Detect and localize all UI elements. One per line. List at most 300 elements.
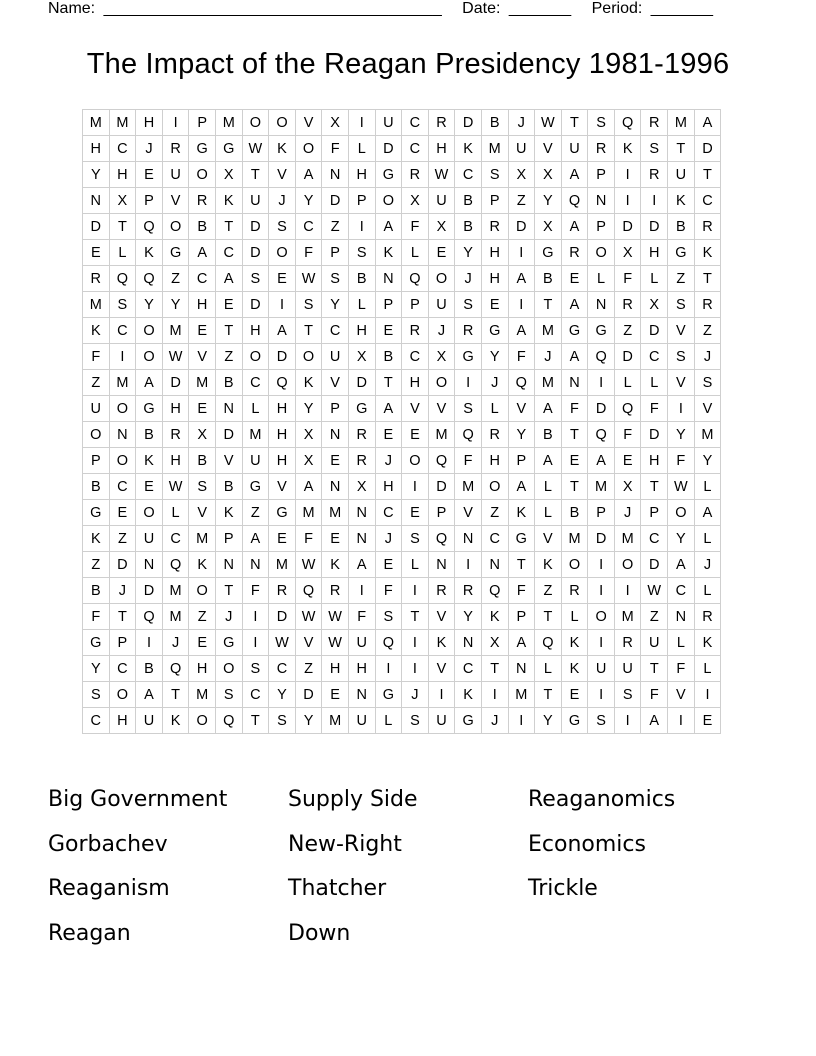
- grid-letter[interactable]: Q: [162, 552, 189, 578]
- grid-letter[interactable]: H: [189, 292, 216, 318]
- grid-letter[interactable]: R: [694, 214, 721, 240]
- grid-letter[interactable]: I: [641, 188, 668, 214]
- grid-letter[interactable]: D: [322, 188, 349, 214]
- grid-letter[interactable]: I: [136, 630, 163, 656]
- grid-letter[interactable]: B: [455, 188, 482, 214]
- grid-letter[interactable]: M: [694, 422, 721, 448]
- grid-letter[interactable]: G: [455, 708, 482, 734]
- grid-letter[interactable]: X: [428, 214, 455, 240]
- grid-letter[interactable]: I: [242, 604, 269, 630]
- grid-letter[interactable]: V: [428, 656, 455, 682]
- grid-letter[interactable]: Y: [508, 422, 535, 448]
- grid-letter[interactable]: Z: [535, 578, 562, 604]
- grid-letter[interactable]: Y: [668, 526, 695, 552]
- grid-letter[interactable]: K: [215, 500, 242, 526]
- grid-letter[interactable]: I: [348, 578, 375, 604]
- grid-letter[interactable]: A: [189, 240, 216, 266]
- grid-letter[interactable]: L: [694, 526, 721, 552]
- grid-letter[interactable]: L: [348, 136, 375, 162]
- grid-letter[interactable]: J: [694, 552, 721, 578]
- grid-letter[interactable]: A: [375, 396, 402, 422]
- grid-letter[interactable]: I: [588, 682, 615, 708]
- grid-letter[interactable]: R: [162, 136, 189, 162]
- grid-letter[interactable]: N: [428, 552, 455, 578]
- grid-letter[interactable]: Y: [295, 396, 322, 422]
- grid-letter[interactable]: N: [322, 422, 349, 448]
- grid-letter[interactable]: E: [428, 240, 455, 266]
- grid-letter[interactable]: N: [242, 552, 269, 578]
- grid-letter[interactable]: B: [215, 370, 242, 396]
- grid-letter[interactable]: A: [694, 110, 721, 136]
- grid-letter[interactable]: I: [402, 630, 429, 656]
- grid-letter[interactable]: V: [269, 162, 296, 188]
- grid-letter[interactable]: A: [269, 318, 296, 344]
- grid-letter[interactable]: U: [348, 630, 375, 656]
- grid-letter[interactable]: S: [348, 240, 375, 266]
- grid-letter[interactable]: M: [189, 526, 216, 552]
- grid-letter[interactable]: O: [402, 448, 429, 474]
- grid-letter[interactable]: V: [402, 396, 429, 422]
- grid-letter[interactable]: R: [481, 214, 508, 240]
- grid-letter[interactable]: A: [348, 552, 375, 578]
- grid-letter[interactable]: I: [588, 630, 615, 656]
- grid-letter[interactable]: J: [136, 136, 163, 162]
- grid-letter[interactable]: S: [402, 526, 429, 552]
- grid-letter[interactable]: Q: [402, 266, 429, 292]
- grid-letter[interactable]: O: [242, 344, 269, 370]
- grid-letter[interactable]: H: [322, 656, 349, 682]
- grid-letter[interactable]: L: [109, 240, 136, 266]
- grid-letter[interactable]: K: [668, 188, 695, 214]
- grid-letter[interactable]: M: [269, 552, 296, 578]
- grid-letter[interactable]: B: [83, 578, 110, 604]
- grid-letter[interactable]: E: [109, 500, 136, 526]
- grid-letter[interactable]: Y: [694, 448, 721, 474]
- grid-letter[interactable]: H: [83, 136, 110, 162]
- grid-letter[interactable]: Z: [668, 266, 695, 292]
- grid-letter[interactable]: N: [508, 656, 535, 682]
- grid-letter[interactable]: B: [561, 500, 588, 526]
- grid-letter[interactable]: U: [242, 188, 269, 214]
- grid-letter[interactable]: R: [641, 162, 668, 188]
- grid-letter[interactable]: S: [588, 110, 615, 136]
- grid-letter[interactable]: D: [614, 344, 641, 370]
- grid-letter[interactable]: O: [215, 656, 242, 682]
- grid-letter[interactable]: H: [348, 656, 375, 682]
- grid-letter[interactable]: B: [189, 448, 216, 474]
- grid-letter[interactable]: I: [109, 344, 136, 370]
- grid-letter[interactable]: T: [641, 474, 668, 500]
- grid-letter[interactable]: H: [402, 370, 429, 396]
- grid-letter[interactable]: U: [375, 110, 402, 136]
- grid-letter[interactable]: D: [641, 318, 668, 344]
- grid-letter[interactable]: H: [375, 474, 402, 500]
- grid-letter[interactable]: A: [508, 318, 535, 344]
- grid-letter[interactable]: I: [455, 370, 482, 396]
- grid-letter[interactable]: P: [588, 162, 615, 188]
- grid-letter[interactable]: Q: [162, 656, 189, 682]
- grid-letter[interactable]: Y: [136, 292, 163, 318]
- grid-letter[interactable]: S: [481, 162, 508, 188]
- grid-letter[interactable]: O: [428, 266, 455, 292]
- grid-letter[interactable]: O: [109, 682, 136, 708]
- grid-letter[interactable]: J: [614, 500, 641, 526]
- grid-letter[interactable]: M: [242, 422, 269, 448]
- grid-letter[interactable]: M: [83, 292, 110, 318]
- grid-letter[interactable]: O: [136, 344, 163, 370]
- grid-letter[interactable]: B: [136, 422, 163, 448]
- grid-letter[interactable]: C: [641, 344, 668, 370]
- grid-letter[interactable]: G: [242, 474, 269, 500]
- grid-letter[interactable]: R: [402, 162, 429, 188]
- grid-letter[interactable]: Q: [136, 214, 163, 240]
- grid-letter[interactable]: U: [428, 708, 455, 734]
- grid-letter[interactable]: G: [535, 240, 562, 266]
- grid-letter[interactable]: I: [402, 656, 429, 682]
- grid-letter[interactable]: P: [215, 526, 242, 552]
- grid-letter[interactable]: F: [402, 214, 429, 240]
- grid-letter[interactable]: J: [215, 604, 242, 630]
- grid-letter[interactable]: M: [162, 578, 189, 604]
- grid-letter[interactable]: K: [215, 188, 242, 214]
- grid-letter[interactable]: R: [694, 292, 721, 318]
- grid-letter[interactable]: T: [668, 136, 695, 162]
- grid-letter[interactable]: I: [269, 292, 296, 318]
- grid-letter[interactable]: D: [508, 214, 535, 240]
- grid-letter[interactable]: C: [109, 318, 136, 344]
- grid-letter[interactable]: X: [215, 162, 242, 188]
- grid-letter[interactable]: U: [641, 630, 668, 656]
- grid-letter[interactable]: R: [428, 110, 455, 136]
- grid-letter[interactable]: O: [83, 422, 110, 448]
- grid-letter[interactable]: X: [109, 188, 136, 214]
- grid-letter[interactable]: L: [668, 630, 695, 656]
- grid-letter[interactable]: F: [561, 396, 588, 422]
- grid-letter[interactable]: W: [322, 630, 349, 656]
- grid-letter[interactable]: K: [508, 500, 535, 526]
- grid-letter[interactable]: A: [641, 708, 668, 734]
- grid-letter[interactable]: M: [162, 604, 189, 630]
- grid-letter[interactable]: R: [561, 578, 588, 604]
- grid-letter[interactable]: F: [614, 422, 641, 448]
- grid-letter[interactable]: U: [162, 162, 189, 188]
- grid-letter[interactable]: P: [136, 188, 163, 214]
- grid-letter[interactable]: K: [269, 136, 296, 162]
- grid-letter[interactable]: U: [428, 292, 455, 318]
- grid-letter[interactable]: W: [295, 552, 322, 578]
- grid-letter[interactable]: R: [641, 110, 668, 136]
- grid-letter[interactable]: Q: [455, 422, 482, 448]
- grid-letter[interactable]: N: [322, 162, 349, 188]
- grid-letter[interactable]: U: [322, 344, 349, 370]
- grid-letter[interactable]: Z: [83, 370, 110, 396]
- grid-letter[interactable]: C: [242, 370, 269, 396]
- grid-letter[interactable]: D: [83, 214, 110, 240]
- grid-letter[interactable]: C: [375, 500, 402, 526]
- grid-letter[interactable]: K: [561, 656, 588, 682]
- grid-letter[interactable]: Z: [295, 656, 322, 682]
- grid-letter[interactable]: E: [215, 292, 242, 318]
- grid-letter[interactable]: A: [588, 448, 615, 474]
- grid-letter[interactable]: E: [189, 318, 216, 344]
- grid-letter[interactable]: M: [668, 110, 695, 136]
- grid-letter[interactable]: S: [189, 474, 216, 500]
- grid-letter[interactable]: J: [269, 188, 296, 214]
- grid-letter[interactable]: T: [242, 162, 269, 188]
- grid-letter[interactable]: L: [535, 474, 562, 500]
- grid-letter[interactable]: L: [162, 500, 189, 526]
- grid-letter[interactable]: H: [481, 266, 508, 292]
- grid-letter[interactable]: S: [668, 344, 695, 370]
- grid-letter[interactable]: S: [641, 136, 668, 162]
- grid-letter[interactable]: K: [295, 370, 322, 396]
- grid-letter[interactable]: G: [375, 682, 402, 708]
- grid-letter[interactable]: K: [455, 136, 482, 162]
- grid-letter[interactable]: E: [614, 448, 641, 474]
- grid-letter[interactable]: E: [269, 266, 296, 292]
- grid-letter[interactable]: E: [402, 500, 429, 526]
- grid-letter[interactable]: L: [694, 474, 721, 500]
- grid-letter[interactable]: H: [269, 422, 296, 448]
- grid-letter[interactable]: B: [535, 422, 562, 448]
- grid-letter[interactable]: T: [295, 318, 322, 344]
- grid-letter[interactable]: Q: [614, 110, 641, 136]
- grid-letter[interactable]: S: [215, 682, 242, 708]
- grid-letter[interactable]: M: [535, 318, 562, 344]
- grid-letter[interactable]: Z: [215, 344, 242, 370]
- grid-letter[interactable]: X: [402, 188, 429, 214]
- grid-letter[interactable]: X: [322, 110, 349, 136]
- grid-letter[interactable]: C: [269, 656, 296, 682]
- grid-letter[interactable]: E: [136, 162, 163, 188]
- grid-letter[interactable]: N: [136, 552, 163, 578]
- grid-letter[interactable]: V: [455, 500, 482, 526]
- grid-letter[interactable]: U: [588, 656, 615, 682]
- grid-letter[interactable]: Q: [481, 578, 508, 604]
- grid-letter[interactable]: J: [508, 110, 535, 136]
- grid-letter[interactable]: L: [535, 656, 562, 682]
- grid-letter[interactable]: R: [348, 422, 375, 448]
- grid-letter[interactable]: F: [295, 526, 322, 552]
- grid-letter[interactable]: I: [614, 708, 641, 734]
- grid-letter[interactable]: T: [375, 370, 402, 396]
- grid-letter[interactable]: I: [668, 708, 695, 734]
- grid-letter[interactable]: C: [109, 136, 136, 162]
- grid-letter[interactable]: O: [162, 214, 189, 240]
- grid-letter[interactable]: K: [694, 240, 721, 266]
- grid-letter[interactable]: Z: [641, 604, 668, 630]
- grid-letter[interactable]: N: [455, 526, 482, 552]
- grid-letter[interactable]: H: [641, 448, 668, 474]
- grid-letter[interactable]: V: [295, 110, 322, 136]
- grid-letter[interactable]: W: [162, 344, 189, 370]
- grid-letter[interactable]: R: [694, 604, 721, 630]
- grid-letter[interactable]: J: [481, 370, 508, 396]
- grid-letter[interactable]: V: [668, 370, 695, 396]
- grid-letter[interactable]: G: [269, 500, 296, 526]
- grid-letter[interactable]: I: [614, 188, 641, 214]
- grid-letter[interactable]: F: [668, 448, 695, 474]
- grid-letter[interactable]: Y: [83, 656, 110, 682]
- grid-letter[interactable]: M: [561, 526, 588, 552]
- grid-letter[interactable]: R: [83, 266, 110, 292]
- grid-letter[interactable]: F: [508, 344, 535, 370]
- grid-letter[interactable]: D: [269, 604, 296, 630]
- grid-letter[interactable]: T: [162, 682, 189, 708]
- grid-letter[interactable]: H: [109, 708, 136, 734]
- grid-letter[interactable]: B: [83, 474, 110, 500]
- grid-letter[interactable]: E: [481, 292, 508, 318]
- grid-letter[interactable]: T: [561, 474, 588, 500]
- grid-letter[interactable]: T: [508, 552, 535, 578]
- grid-letter[interactable]: F: [375, 578, 402, 604]
- grid-letter[interactable]: F: [641, 682, 668, 708]
- grid-letter[interactable]: G: [588, 318, 615, 344]
- grid-letter[interactable]: O: [295, 136, 322, 162]
- grid-letter[interactable]: M: [481, 136, 508, 162]
- grid-letter[interactable]: I: [348, 214, 375, 240]
- grid-letter[interactable]: P: [109, 630, 136, 656]
- grid-letter[interactable]: O: [588, 240, 615, 266]
- grid-letter[interactable]: F: [614, 266, 641, 292]
- grid-letter[interactable]: D: [242, 240, 269, 266]
- grid-letter[interactable]: F: [508, 578, 535, 604]
- grid-letter[interactable]: R: [614, 630, 641, 656]
- grid-letter[interactable]: Z: [242, 500, 269, 526]
- grid-letter[interactable]: V: [668, 682, 695, 708]
- grid-letter[interactable]: A: [242, 526, 269, 552]
- grid-letter[interactable]: F: [295, 240, 322, 266]
- grid-letter[interactable]: V: [215, 448, 242, 474]
- grid-letter[interactable]: D: [242, 292, 269, 318]
- grid-letter[interactable]: E: [322, 682, 349, 708]
- grid-letter[interactable]: G: [561, 708, 588, 734]
- grid-letter[interactable]: I: [694, 682, 721, 708]
- grid-letter[interactable]: T: [242, 708, 269, 734]
- grid-letter[interactable]: C: [402, 344, 429, 370]
- grid-letter[interactable]: I: [508, 708, 535, 734]
- grid-letter[interactable]: A: [215, 266, 242, 292]
- grid-letter[interactable]: M: [109, 370, 136, 396]
- grid-letter[interactable]: H: [162, 396, 189, 422]
- grid-letter[interactable]: L: [242, 396, 269, 422]
- grid-letter[interactable]: O: [109, 448, 136, 474]
- grid-letter[interactable]: A: [561, 162, 588, 188]
- grid-letter[interactable]: K: [162, 708, 189, 734]
- grid-letter[interactable]: D: [641, 422, 668, 448]
- grid-letter[interactable]: A: [668, 552, 695, 578]
- grid-letter[interactable]: L: [481, 396, 508, 422]
- grid-letter[interactable]: S: [242, 656, 269, 682]
- grid-letter[interactable]: V: [269, 474, 296, 500]
- grid-letter[interactable]: Y: [322, 292, 349, 318]
- grid-letter[interactable]: R: [588, 136, 615, 162]
- grid-letter[interactable]: E: [375, 552, 402, 578]
- grid-letter[interactable]: J: [535, 344, 562, 370]
- grid-letter[interactable]: P: [428, 500, 455, 526]
- grid-letter[interactable]: I: [668, 396, 695, 422]
- grid-letter[interactable]: H: [481, 240, 508, 266]
- grid-letter[interactable]: L: [561, 604, 588, 630]
- grid-letter[interactable]: Y: [295, 188, 322, 214]
- grid-letter[interactable]: D: [641, 214, 668, 240]
- grid-letter[interactable]: I: [614, 162, 641, 188]
- grid-letter[interactable]: J: [109, 578, 136, 604]
- grid-letter[interactable]: P: [322, 396, 349, 422]
- grid-letter[interactable]: L: [694, 656, 721, 682]
- grid-letter[interactable]: F: [641, 396, 668, 422]
- grid-letter[interactable]: J: [162, 630, 189, 656]
- grid-letter[interactable]: C: [481, 526, 508, 552]
- grid-letter[interactable]: H: [269, 448, 296, 474]
- grid-letter[interactable]: C: [402, 136, 429, 162]
- grid-letter[interactable]: L: [588, 266, 615, 292]
- grid-letter[interactable]: D: [694, 136, 721, 162]
- grid-letter[interactable]: Y: [83, 162, 110, 188]
- grid-letter[interactable]: C: [109, 474, 136, 500]
- grid-letter[interactable]: O: [109, 396, 136, 422]
- grid-letter[interactable]: K: [428, 630, 455, 656]
- grid-letter[interactable]: W: [162, 474, 189, 500]
- grid-letter[interactable]: J: [402, 682, 429, 708]
- grid-letter[interactable]: B: [668, 214, 695, 240]
- grid-letter[interactable]: Q: [561, 188, 588, 214]
- grid-letter[interactable]: X: [535, 214, 562, 240]
- grid-letter[interactable]: D: [215, 422, 242, 448]
- grid-letter[interactable]: J: [375, 448, 402, 474]
- grid-letter[interactable]: T: [215, 578, 242, 604]
- grid-letter[interactable]: H: [136, 110, 163, 136]
- grid-letter[interactable]: R: [269, 578, 296, 604]
- grid-letter[interactable]: Y: [668, 422, 695, 448]
- grid-letter[interactable]: V: [428, 604, 455, 630]
- grid-letter[interactable]: N: [322, 474, 349, 500]
- grid-letter[interactable]: D: [588, 526, 615, 552]
- grid-letter[interactable]: C: [189, 266, 216, 292]
- grid-letter[interactable]: M: [455, 474, 482, 500]
- grid-letter[interactable]: O: [561, 552, 588, 578]
- grid-letter[interactable]: F: [83, 604, 110, 630]
- grid-letter[interactable]: Q: [109, 266, 136, 292]
- grid-letter[interactable]: T: [561, 110, 588, 136]
- grid-letter[interactable]: W: [269, 630, 296, 656]
- grid-letter[interactable]: D: [614, 214, 641, 240]
- grid-letter[interactable]: P: [83, 448, 110, 474]
- grid-letter[interactable]: D: [375, 136, 402, 162]
- grid-letter[interactable]: K: [83, 526, 110, 552]
- grid-letter[interactable]: B: [215, 474, 242, 500]
- grid-letter[interactable]: O: [295, 344, 322, 370]
- grid-letter[interactable]: I: [481, 682, 508, 708]
- grid-letter[interactable]: Q: [269, 370, 296, 396]
- grid-letter[interactable]: I: [588, 578, 615, 604]
- grid-letter[interactable]: E: [694, 708, 721, 734]
- grid-letter[interactable]: O: [136, 500, 163, 526]
- grid-letter[interactable]: S: [588, 708, 615, 734]
- grid-letter[interactable]: N: [588, 292, 615, 318]
- grid-letter[interactable]: E: [322, 526, 349, 552]
- grid-letter[interactable]: W: [295, 266, 322, 292]
- grid-letter[interactable]: C: [109, 656, 136, 682]
- grid-letter[interactable]: G: [83, 500, 110, 526]
- grid-letter[interactable]: G: [508, 526, 535, 552]
- grid-letter[interactable]: A: [295, 162, 322, 188]
- grid-letter[interactable]: H: [348, 162, 375, 188]
- grid-letter[interactable]: B: [348, 266, 375, 292]
- grid-letter[interactable]: V: [535, 136, 562, 162]
- grid-letter[interactable]: H: [242, 318, 269, 344]
- grid-letter[interactable]: X: [295, 448, 322, 474]
